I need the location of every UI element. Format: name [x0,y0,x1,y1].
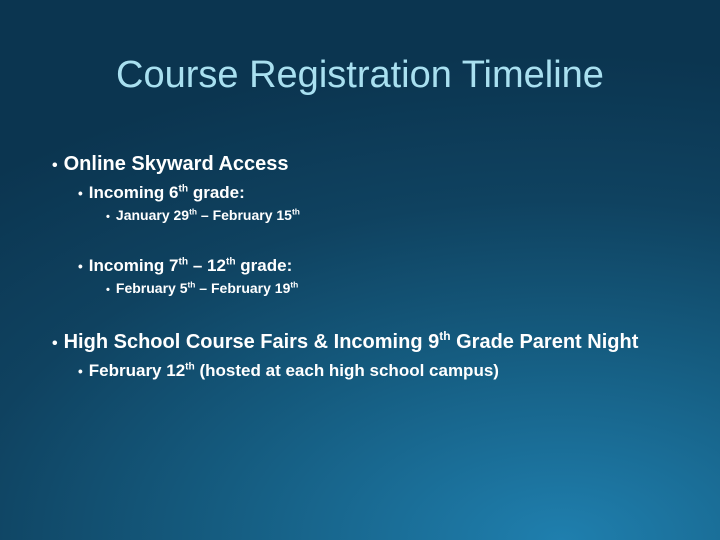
ordinal-suffix: th [439,329,451,344]
bullet-dot: • [78,186,83,201]
bullet-fairs-date [78,361,499,381]
ordinal-suffix: th [185,361,195,373]
ordinal-suffix: th [178,256,189,268]
bullet-text: February 5 [115,280,188,296]
bullet-dot: • [52,335,58,352]
bullet-online-skyward-access [52,153,289,176]
bullet-incoming-6th-dates [106,207,300,223]
bullet-text: – 12 [188,256,226,275]
ordinal-suffix: th [225,256,236,268]
bullet-text: grade: [235,256,293,275]
ordinal-suffix: th [189,206,197,217]
bullet-text: grade: [188,183,245,202]
bullet-text: January 29 [115,207,190,223]
bullet-dot: • [78,364,83,379]
bullet-incoming-7th-dates [106,280,298,296]
bullet-text: High School Course Fairs & Incoming 9 [63,331,440,353]
bullet-text: February 12 [88,361,186,380]
bullet-dot: • [106,284,110,296]
ordinal-suffix: th [291,206,300,217]
bullet-text: Grade Parent Night [450,331,639,353]
bullet-text: – February 19 [195,280,291,296]
ordinal-suffix: th [178,183,189,195]
ordinal-suffix: th [187,279,196,290]
bullet-incoming-7th-12th-grade [78,256,292,276]
slide-title: Course Registration Timeline [116,54,604,96]
bullet-incoming-6th-grade [78,183,245,203]
bullet-text: Incoming 6 [88,183,179,202]
bullet-dot: • [52,157,58,174]
bullet-dot: • [106,211,110,223]
bullet-high-school-course-fairs [52,331,638,354]
bullet-text: (hosted at each high school campus) [194,361,499,380]
ordinal-suffix: th [290,279,299,290]
bullet-text: – February 15 [197,207,292,223]
bullet-dot: • [78,259,83,274]
bullet-text: Incoming 7 [88,256,179,275]
bullet-text: Online Skyward Access [63,153,289,175]
